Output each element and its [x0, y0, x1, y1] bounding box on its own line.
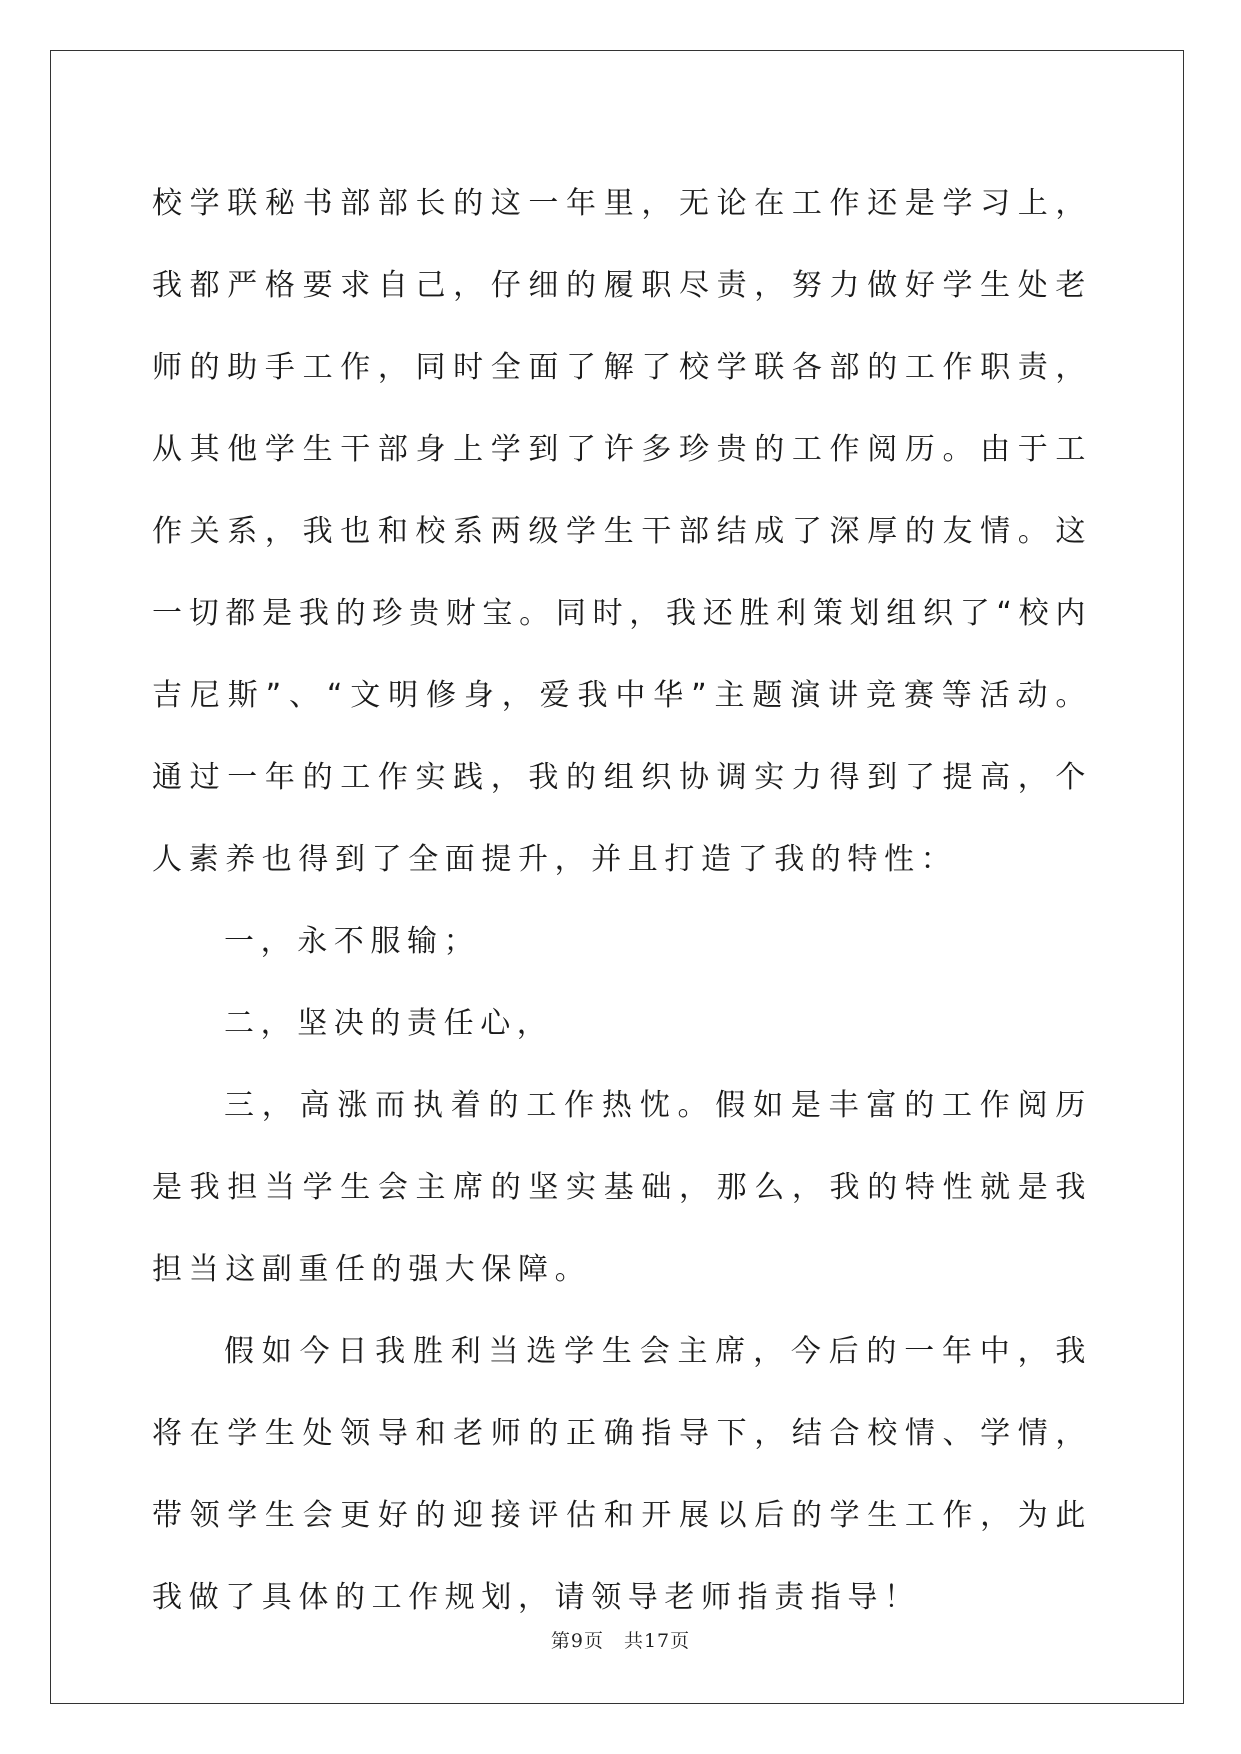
paragraph-5: 假如今日我胜利当选学生会主席，今后的一年中，我将在学生处领导和老师的正确指导下，结合校情、学情，带领学生会更好的迎接评估和开展以后的学生工作，为此我做了具体的工作规划，请领导老师指责指导！: [152, 1334, 1092, 1615]
paragraph-1: 校学联秘书部部长的这一年里，无论在工作还是学习上，我都严格要求自己，仔细的履职尽责，努力做好学生处老师的助手工作，同时全面了解了校学联各部的工作职责，从其他学生干部身上学到了许多珍贵的工作阅历。由于工作关系，我也和校系两级学生干部结成了深厚的友情。这一切都是我的珍贵财宝。同时，我还胜利策划组织了“校内吉尼斯”、“文明修身，爱我中华”主题演讲竞赛等活动。通过一年的工作实践，我的组织协调实力得到了提高，个人素养也得到了全面提升，并且打造了我的特性：: [152, 186, 1092, 877]
page-total: 共17页: [623, 1630, 691, 1652]
document-body: [152, 163, 1092, 1639]
paragraph-3: 二，坚决的责任心，: [224, 1006, 554, 1041]
page-number: 第9页: [550, 1630, 604, 1652]
paragraph-2: 一，永不服输；: [224, 924, 481, 959]
paragraph-4: 三，高涨而执着的工作热忱。假如是丰富的工作阅历是我担当学生会主席的坚实基础，那么，我的特性就是我担当这副重任的强大保障。: [152, 1088, 1092, 1287]
page-footer: [0, 1626, 1241, 1653]
